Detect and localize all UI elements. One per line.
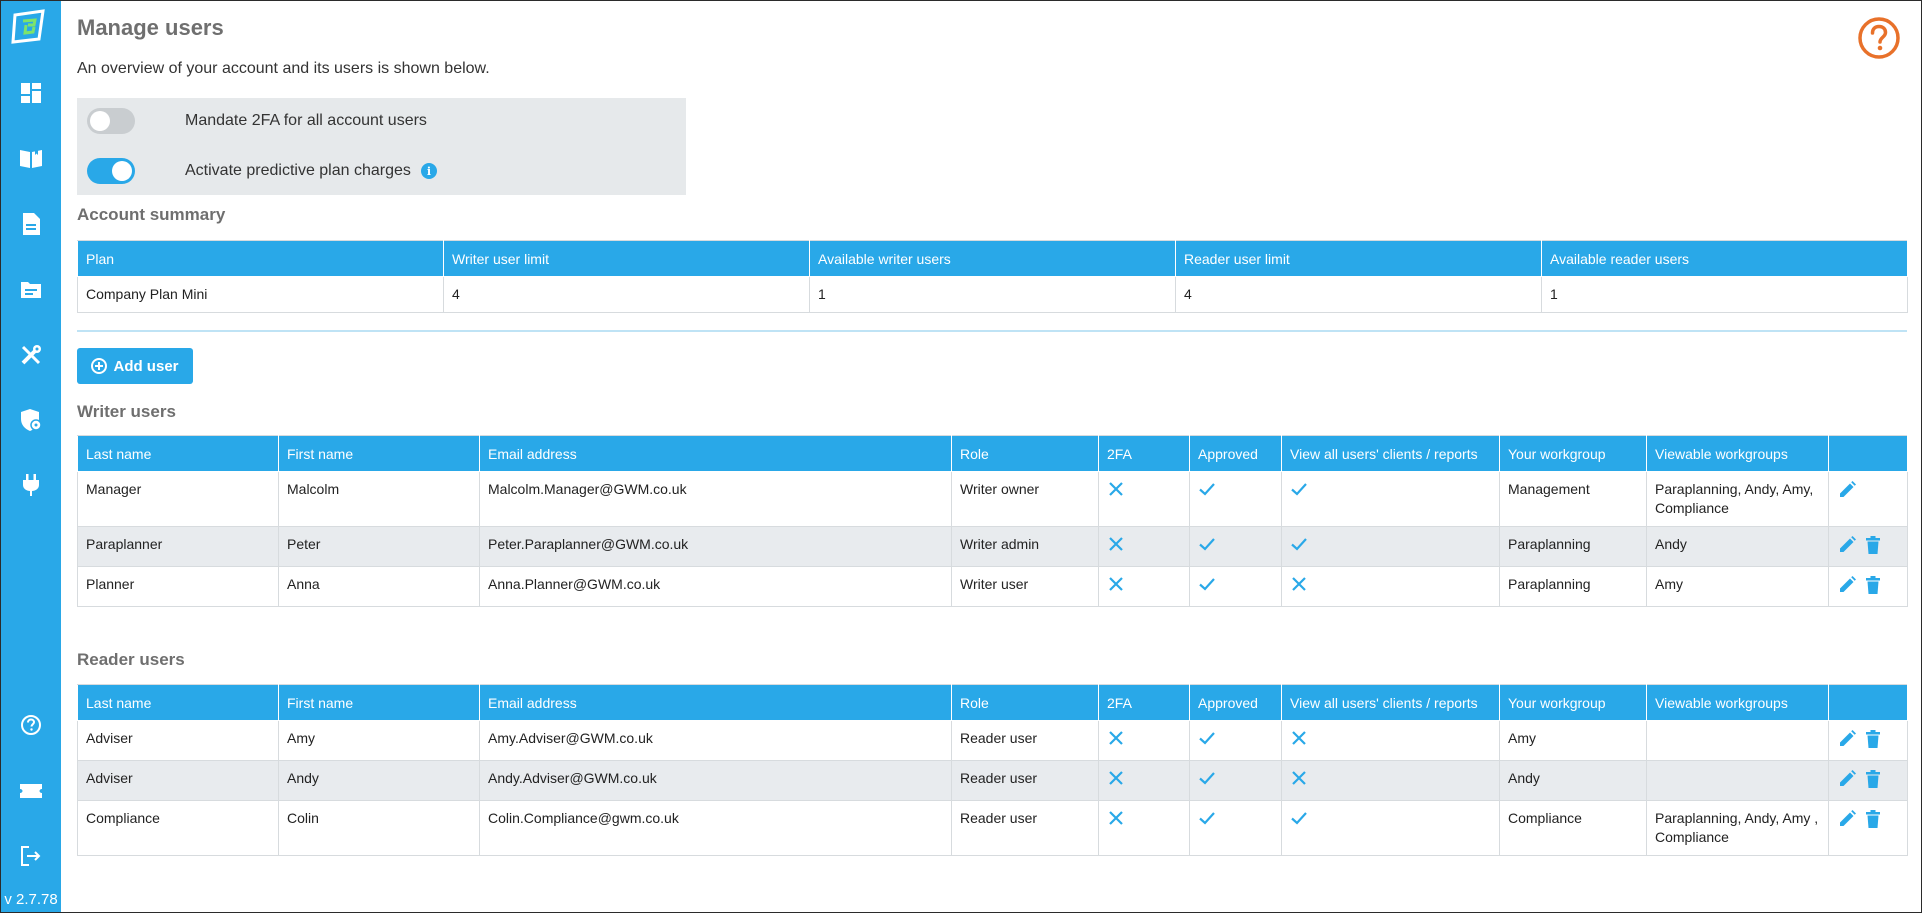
workgroup-cell: Compliance: [1500, 801, 1647, 856]
plan-name: Company Plan Mini: [78, 277, 444, 313]
actions-cell: [1829, 472, 1908, 527]
help-circle-icon[interactable]: [1857, 16, 1901, 60]
table-header-row: [78, 436, 1908, 472]
edit-pencil-icon[interactable]: [1837, 809, 1857, 829]
folder-icon[interactable]: [17, 276, 45, 304]
col-available-writers: Available writer users: [810, 241, 1176, 277]
role-cell: Reader user: [952, 721, 1099, 761]
dashboard-icon[interactable]: [17, 79, 45, 107]
workgroup-cell: Paraplanning: [1500, 527, 1647, 567]
account-summary-table: [77, 240, 1908, 313]
col-reader-limit: Reader user limit: [1176, 241, 1542, 277]
table-row: [78, 277, 1908, 313]
view-all-cell: [1282, 472, 1500, 527]
cross-icon: [1107, 575, 1125, 593]
table-header-row: [78, 241, 1908, 277]
viewable-workgroups-cell: Paraplanning, Andy, Amy , Compliance: [1647, 801, 1829, 856]
trash-icon[interactable]: [1863, 809, 1883, 829]
col-first-name: First name: [279, 685, 480, 721]
viewable-workgroups-cell: Amy: [1647, 567, 1829, 607]
role-cell: Reader user: [952, 801, 1099, 856]
col-writer-limit: Writer user limit: [444, 241, 810, 277]
twofa-cell: [1099, 761, 1190, 801]
approved-cell: [1190, 472, 1282, 527]
twofa-cell: [1099, 472, 1190, 527]
first-name-cell: Peter: [279, 527, 480, 567]
last-name-cell: Planner: [78, 567, 279, 607]
email-cell: Colin.Compliance@gwm.co.uk: [480, 801, 952, 856]
cross-icon: [1107, 769, 1125, 787]
viewable-workgroups-cell: [1647, 721, 1829, 761]
writer-users-table: [77, 435, 1908, 607]
reader-users-table: [77, 684, 1908, 856]
col-last-name: Last name: [78, 685, 279, 721]
reader-limit: 4: [1176, 277, 1542, 313]
col-approved: Approved: [1190, 436, 1282, 472]
col-view-all: View all users' clients / reports: [1282, 685, 1500, 721]
col-email: Email address: [480, 436, 952, 472]
mandate-2fa-label: Mandate 2FA for all account users: [185, 112, 427, 129]
last-name-cell: Adviser: [78, 761, 279, 801]
col-first-name: First name: [279, 436, 480, 472]
check-icon: [1198, 480, 1216, 498]
email-cell: Andy.Adviser@GWM.co.uk: [480, 761, 952, 801]
predictive-charges-label: Activate predictive plan charges: [185, 162, 411, 179]
role-cell: Writer admin: [952, 527, 1099, 567]
info-icon[interactable]: i: [421, 163, 437, 179]
table-row: [78, 472, 1908, 527]
col-workgroup: Your workgroup: [1500, 436, 1647, 472]
col-2fa: 2FA: [1099, 685, 1190, 721]
table-row: [78, 527, 1908, 567]
first-name-cell: Anna: [279, 567, 480, 607]
edit-pencil-icon[interactable]: [1837, 729, 1857, 749]
role-cell: Writer user: [952, 567, 1099, 607]
workgroup-cell: Amy: [1500, 721, 1647, 761]
page-subtitle: An overview of your account and its users is shown below.: [77, 60, 490, 77]
email-cell: Malcolm.Manager@GWM.co.uk: [480, 472, 952, 527]
edit-pencil-icon[interactable]: [1837, 769, 1857, 789]
trash-icon[interactable]: [1863, 575, 1883, 595]
last-name-cell: Adviser: [78, 721, 279, 761]
cross-icon: [1107, 729, 1125, 747]
first-name-cell: Amy: [279, 721, 480, 761]
section-divider: [77, 330, 1907, 332]
writer-limit: 4: [444, 277, 810, 313]
role-cell: Reader user: [952, 761, 1099, 801]
col-approved: Approved: [1190, 685, 1282, 721]
plug-icon[interactable]: [17, 471, 45, 499]
approved-cell: [1190, 801, 1282, 856]
approved-cell: [1190, 721, 1282, 761]
approved-cell: [1190, 567, 1282, 607]
available-readers: 1: [1542, 277, 1908, 313]
twofa-cell: [1099, 567, 1190, 607]
approved-cell: [1190, 761, 1282, 801]
mandate-2fa-toggle[interactable]: [87, 108, 135, 134]
cross-icon: [1107, 809, 1125, 827]
shield-icon[interactable]: [17, 406, 45, 434]
ticket-icon[interactable]: [17, 777, 45, 805]
check-icon: [1290, 480, 1308, 498]
viewable-workgroups-cell: Andy: [1647, 527, 1829, 567]
col-last-name: Last name: [78, 436, 279, 472]
actions-cell: [1829, 761, 1908, 801]
edit-pencil-icon[interactable]: [1837, 575, 1857, 595]
logout-icon[interactable]: [17, 842, 45, 870]
col-view-all: View all users' clients / reports: [1282, 436, 1500, 472]
col-role: Role: [952, 436, 1099, 472]
twofa-cell: [1099, 801, 1190, 856]
table-header-row: [78, 685, 1908, 721]
app-logo[interactable]: [11, 9, 47, 45]
view-all-cell: [1282, 761, 1500, 801]
workgroup-cell: Management: [1500, 472, 1647, 527]
table-row: [78, 721, 1908, 761]
table-row: [78, 761, 1908, 801]
view-all-cell: [1282, 721, 1500, 761]
view-all-cell: [1282, 801, 1500, 856]
table-row: [78, 567, 1908, 607]
mandate-2fa-row: [87, 108, 427, 134]
role-cell: Writer owner: [952, 472, 1099, 527]
edit-pencil-icon[interactable]: [1837, 535, 1857, 555]
check-icon: [1198, 769, 1216, 787]
cross-icon: [1290, 575, 1308, 593]
account-settings-panel: [77, 98, 686, 195]
add-circle-icon: [91, 358, 107, 374]
cross-icon: [1107, 480, 1125, 498]
cross-icon: [1290, 729, 1308, 747]
check-icon: [1198, 575, 1216, 593]
cross-icon: [1107, 535, 1125, 553]
viewable-workgroups-cell: [1647, 761, 1829, 801]
app-version: v 2.7.78: [4, 891, 58, 908]
workgroup-cell: Andy: [1500, 761, 1647, 801]
col-actions: [1829, 436, 1908, 472]
add-user-label: Add user: [113, 357, 179, 375]
last-name-cell: Compliance: [78, 801, 279, 856]
col-workgroup: Your workgroup: [1500, 685, 1647, 721]
twofa-cell: [1099, 527, 1190, 567]
check-icon: [1290, 809, 1308, 827]
first-name-cell: Colin: [279, 801, 480, 856]
actions-cell: [1829, 527, 1908, 567]
cross-icon: [1290, 769, 1308, 787]
workgroup-cell: Paraplanning: [1500, 567, 1647, 607]
reader-users-title: Reader users: [77, 650, 185, 669]
first-name-cell: Malcolm: [279, 472, 480, 527]
view-all-cell: [1282, 567, 1500, 607]
trash-icon[interactable]: [1863, 769, 1883, 789]
viewable-workgroups-cell: Paraplanning, Andy, Amy, Compliance: [1647, 472, 1829, 527]
col-plan: Plan: [78, 241, 444, 277]
edit-pencil-icon[interactable]: [1837, 480, 1857, 500]
actions-cell: [1829, 567, 1908, 607]
check-icon: [1198, 535, 1216, 553]
last-name-cell: Paraplanner: [78, 527, 279, 567]
email-cell: Amy.Adviser@GWM.co.uk: [480, 721, 952, 761]
approved-cell: [1190, 527, 1282, 567]
writer-users-title: Writer users: [77, 402, 176, 421]
trash-icon[interactable]: [1863, 729, 1883, 749]
actions-cell: [1829, 801, 1908, 856]
col-2fa: 2FA: [1099, 436, 1190, 472]
account-summary-title: Account summary: [77, 205, 226, 224]
trash-icon[interactable]: [1863, 535, 1883, 555]
predictive-charges-toggle[interactable]: [87, 158, 135, 184]
check-icon: [1290, 535, 1308, 553]
col-email: Email address: [480, 685, 952, 721]
col-role: Role: [952, 685, 1099, 721]
actions-cell: [1829, 721, 1908, 761]
add-user-button[interactable]: [77, 348, 193, 384]
check-icon: [1198, 729, 1216, 747]
col-viewable: Viewable workgroups: [1647, 685, 1829, 721]
email-cell: Anna.Planner@GWM.co.uk: [480, 567, 952, 607]
help-icon[interactable]: [17, 711, 45, 739]
sidebar: [1, 1, 61, 912]
book-icon[interactable]: [17, 144, 45, 172]
col-actions: [1829, 685, 1908, 721]
col-available-readers: Available reader users: [1542, 241, 1908, 277]
tools-icon[interactable]: [17, 341, 45, 369]
predictive-charges-row: [87, 158, 437, 184]
document-icon[interactable]: [17, 210, 45, 238]
first-name-cell: Andy: [279, 761, 480, 801]
page-title: Manage users: [77, 15, 224, 40]
available-writers: 1: [810, 277, 1176, 313]
last-name-cell: Manager: [78, 472, 279, 527]
col-viewable: Viewable workgroups: [1647, 436, 1829, 472]
email-cell: Peter.Paraplanner@GWM.co.uk: [480, 527, 952, 567]
twofa-cell: [1099, 721, 1190, 761]
check-icon: [1198, 809, 1216, 827]
view-all-cell: [1282, 527, 1500, 567]
table-row: [78, 801, 1908, 856]
